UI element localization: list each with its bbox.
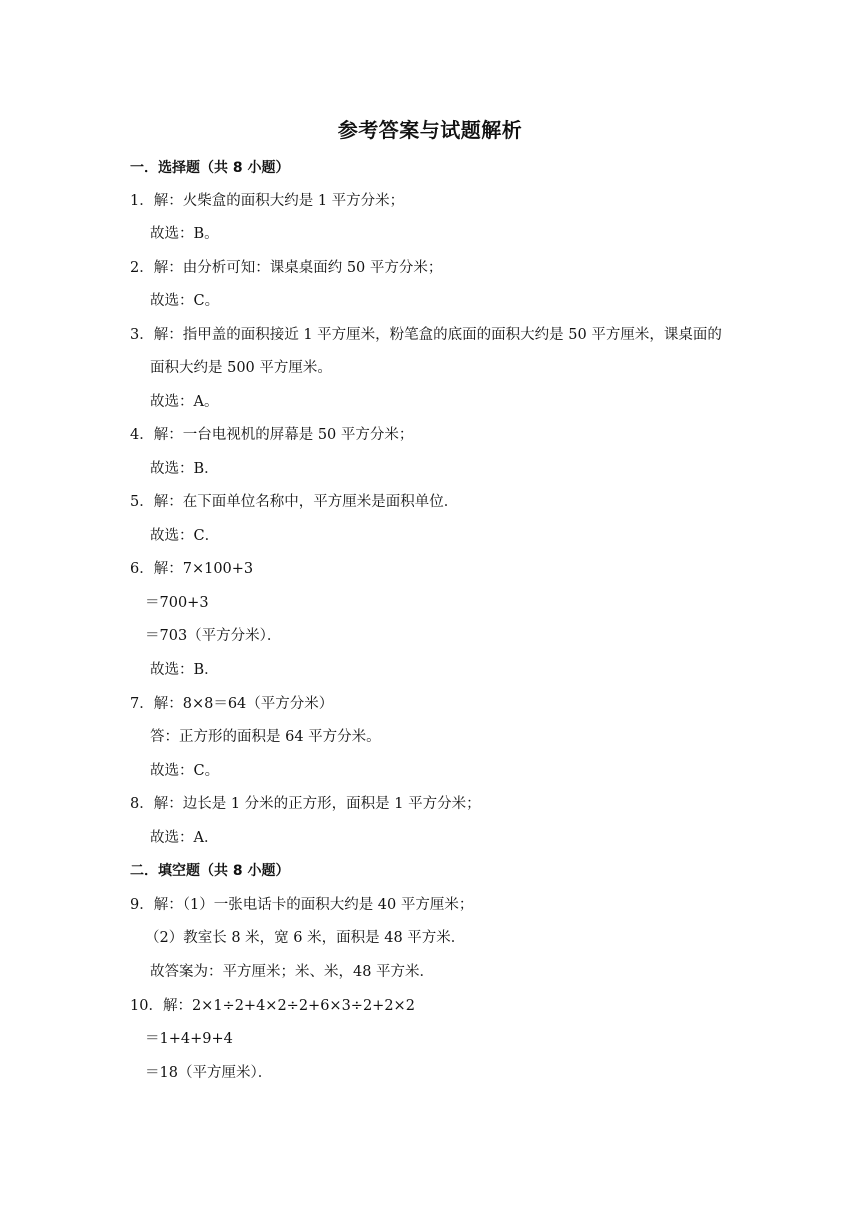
section-heading-fill: 二．填空题（共 8 小题） — [130, 863, 290, 879]
answer-line: ＝18（平方厘米）． — [145, 1065, 273, 1081]
answer-line: 9．解：（1）一张电话卡的面积大约是 40 平方厘米； — [130, 897, 474, 913]
answer-line: 1．解：火柴盒的面积大约是 1 平方分米； — [130, 193, 405, 209]
answer-line: 4．解：一台电视机的屏幕是 50 平方分米； — [130, 427, 414, 443]
answer-line: ＝1+4+9+4 — [145, 1031, 233, 1047]
answer-line: 故选：B。 — [150, 226, 219, 242]
answer-line: 故选：A． — [150, 830, 219, 846]
answer-line: 故选：A。 — [150, 394, 219, 410]
answer-line: 面积大约是 500 平方厘米。 — [150, 360, 332, 376]
answer-line: 7．解：8×8＝64（平方分米） — [130, 696, 334, 712]
answer-line: 故选：B． — [150, 461, 219, 477]
answer-line: 3．解：指甲盖的面积接近 1 平方厘米，粉笔盒的底面的面积大约是 50 平方厘米，课桌面的 — [130, 327, 722, 343]
answer-line: 2．解：由分析可知：课桌桌面约 50 平方分米； — [130, 260, 443, 276]
answer-line: ＝703（平方分米）． — [145, 628, 282, 644]
answer-line: 故答案为：平方厘米；米、米，48 平方米． — [150, 964, 435, 980]
answer-line: 故选：C。 — [150, 293, 220, 309]
section-heading-choice: 一．选择题（共 8 小题） — [130, 160, 290, 176]
answer-line: 故选：B． — [150, 662, 219, 678]
answer-line: 答：正方形的面积是 64 平方分米。 — [150, 729, 381, 745]
answer-line: 故选：C． — [150, 528, 220, 544]
page-title: 参考答案与试题解析 — [337, 118, 523, 142]
answer-line: 8．解：边长是 1 分米的正方形，面积是 1 平方分米； — [130, 796, 481, 812]
answer-line: 故选：C。 — [150, 763, 220, 779]
answer-line: 6．解：7×100+3 — [130, 561, 254, 577]
answer-line: 10．解：2×1÷2+4×2÷2+6×3÷2+2×2 — [130, 998, 415, 1014]
answer-line: ＝700+3 — [145, 595, 209, 611]
answer-line: 5．解：在下面单位名称中，平方厘米是面积单位． — [130, 494, 459, 510]
answer-line: （2）教室长 8 米，宽 6 米，面积是 48 平方米． — [145, 930, 466, 946]
